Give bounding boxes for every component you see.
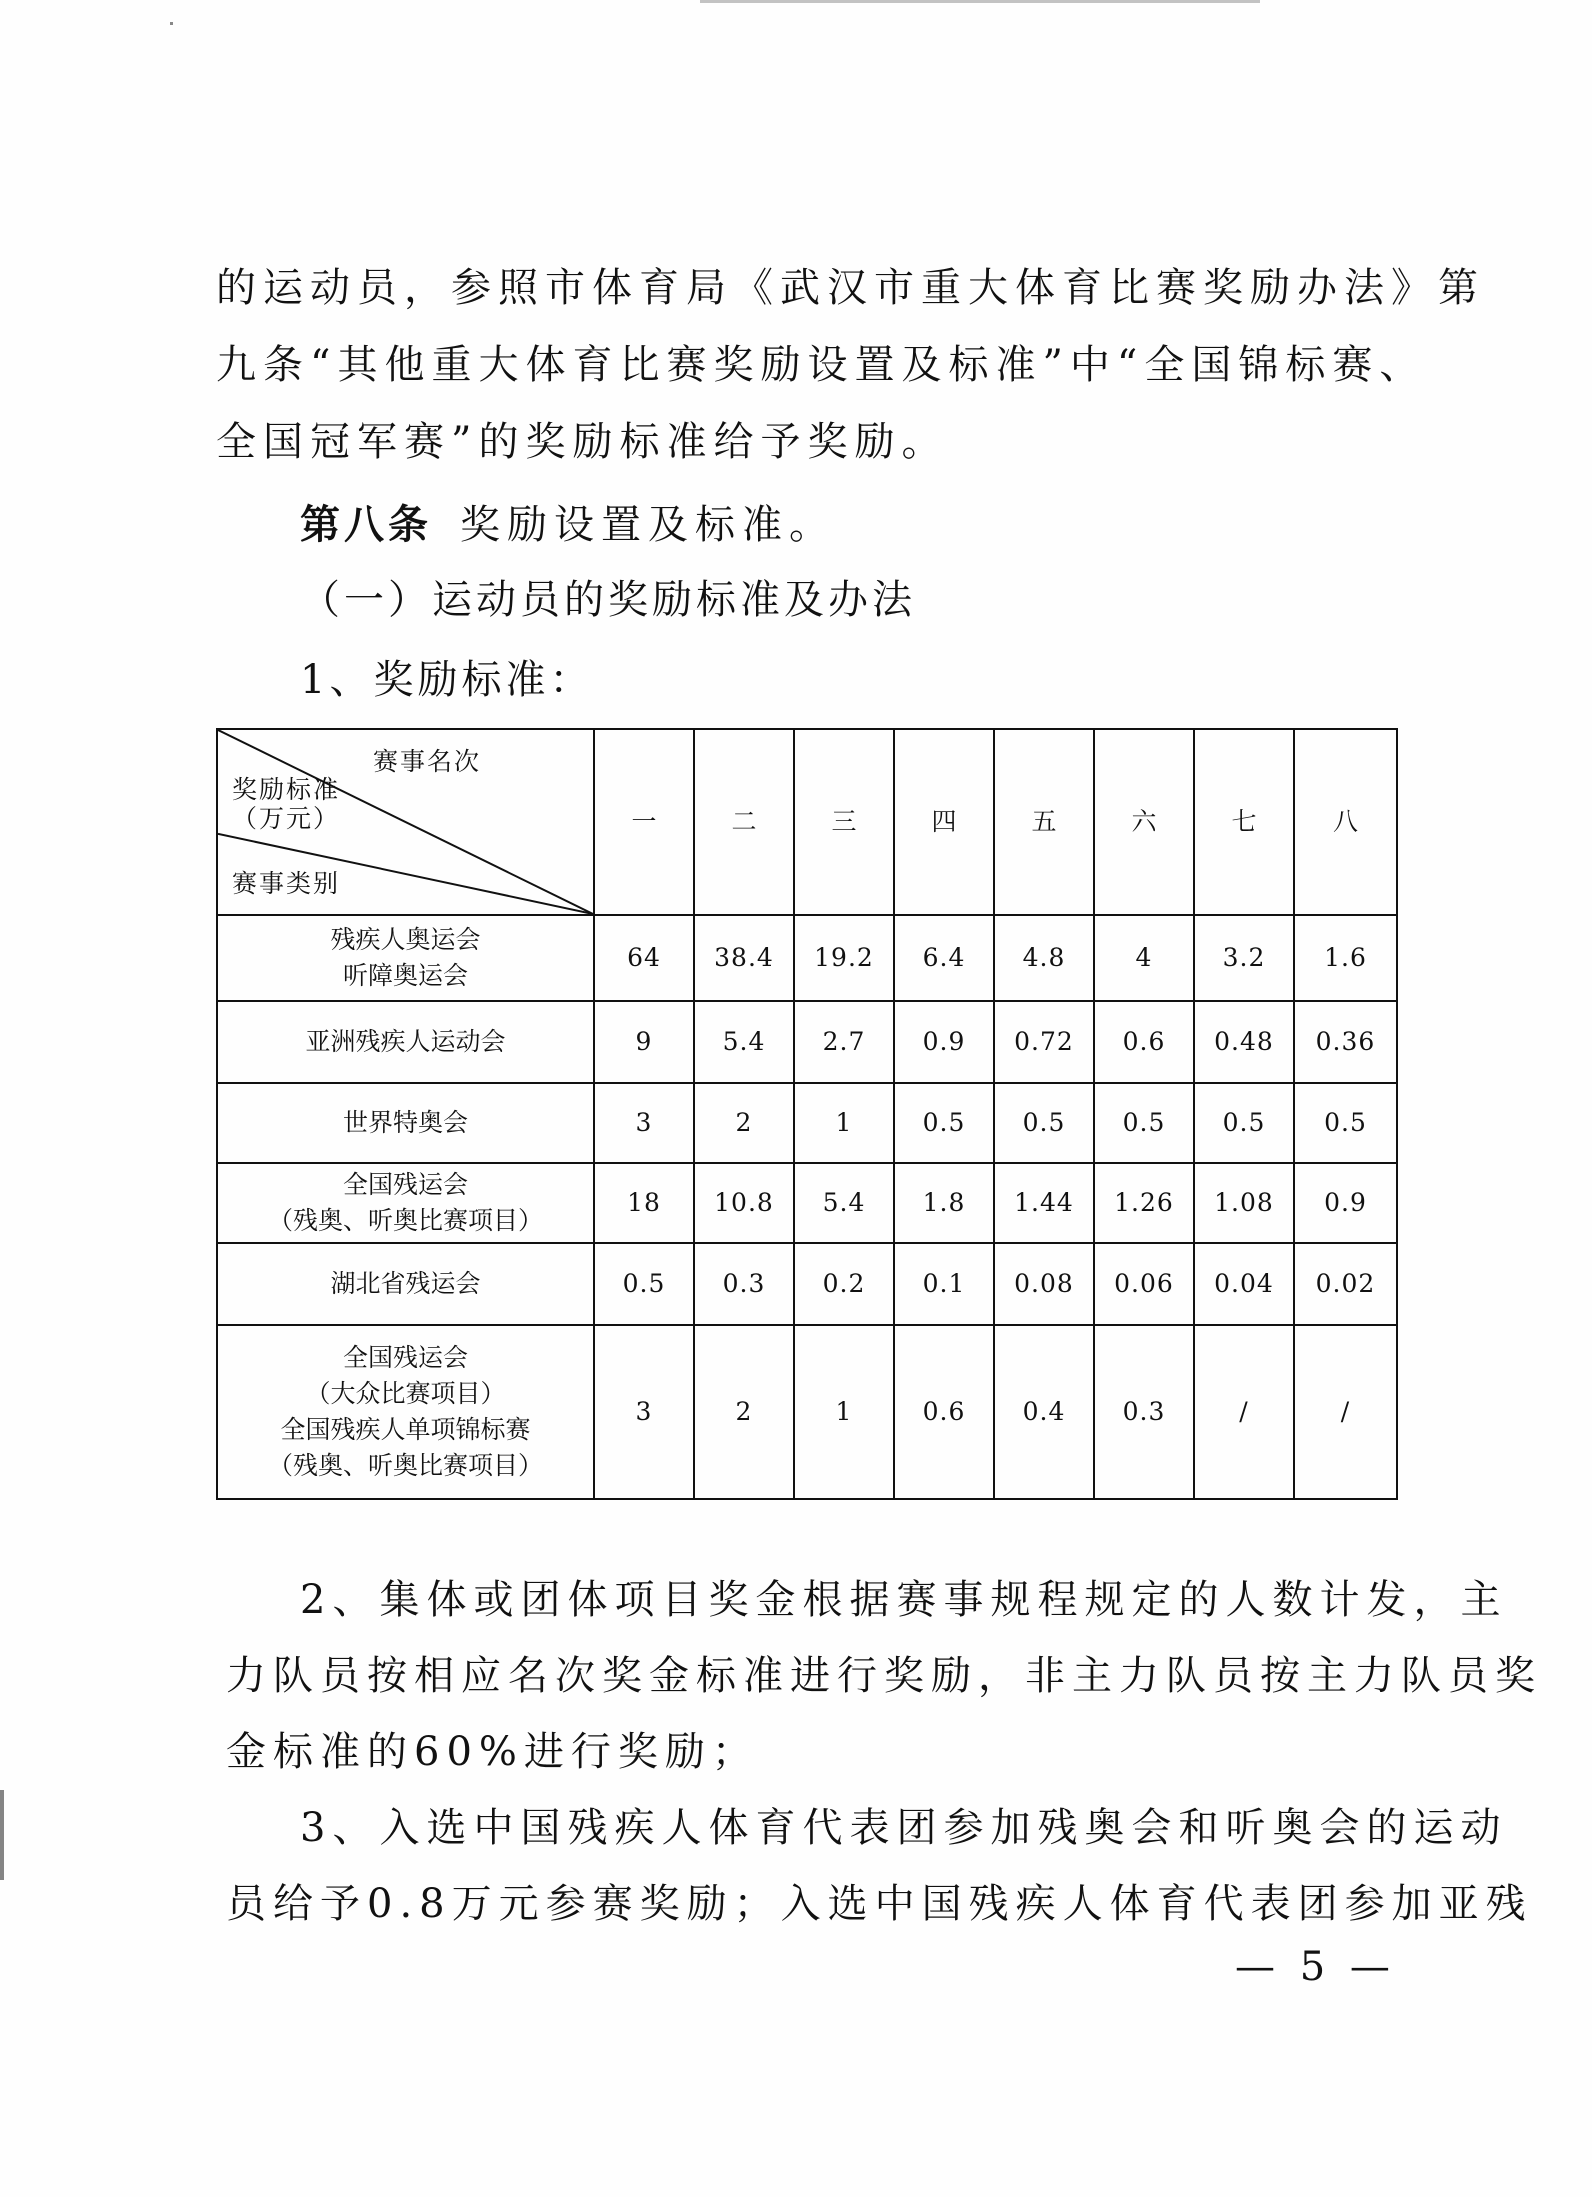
- rank-header: 八: [1294, 729, 1397, 915]
- paragraph-line: 力队员按相应名次奖金标准进行奖励，非主力队员按主力队员奖: [226, 1653, 1542, 1699]
- award-value-cell: 0.5: [994, 1083, 1094, 1163]
- category-line: 亚洲残疾人运动会: [305, 1026, 506, 1056]
- award-value-cell: 1: [794, 1083, 894, 1163]
- award-value-cell: 0.9: [1294, 1163, 1397, 1243]
- award-value-cell: /: [1294, 1325, 1397, 1499]
- rank-header: 六: [1094, 729, 1194, 915]
- award-value-cell: 0.3: [1094, 1325, 1194, 1499]
- category-line: （大众比赛项目）: [305, 1378, 506, 1408]
- category-line: 全国残运会: [342, 1342, 468, 1372]
- award-value-cell: 0.72: [994, 1001, 1094, 1083]
- scan-speck: [170, 22, 173, 25]
- rank-header: 三: [794, 729, 894, 915]
- award-value-cell: 1.44: [994, 1163, 1094, 1243]
- award-value-cell: 38.4: [694, 915, 794, 1001]
- category-cell: [217, 1325, 594, 1499]
- table-row: [217, 1163, 1397, 1243]
- award-value-cell: 0.2: [794, 1243, 894, 1325]
- corner-label-award: [232, 776, 340, 834]
- category-cell: [217, 1163, 594, 1243]
- category-line: 听障奥运会: [342, 961, 468, 990]
- award-value-cell: 1.8: [894, 1163, 994, 1243]
- award-value-cell: 3: [594, 1325, 694, 1499]
- category-line: 全国残运会: [342, 1169, 468, 1199]
- category-cell: [217, 1243, 594, 1325]
- corner-label-unit-line: （万元）: [232, 803, 341, 833]
- award-value-cell: 5.4: [694, 1001, 794, 1083]
- award-value-cell: 0.5: [1194, 1083, 1294, 1163]
- category-line: （残奥、听奥比赛项目）: [267, 1451, 543, 1481]
- award-value-cell: 0.06: [1094, 1243, 1194, 1325]
- award-value-cell: 64: [594, 915, 694, 1001]
- award-value-cell: 3.2: [1194, 915, 1294, 1001]
- category-line: 世界特奥会: [342, 1107, 468, 1137]
- award-value-cell: 0.5: [1094, 1083, 1194, 1163]
- corner-label-award-line: 奖励标准: [232, 775, 341, 804]
- award-value-cell: 0.5: [894, 1083, 994, 1163]
- award-value-cell: 0.04: [1194, 1243, 1294, 1325]
- paragraph-line: 员给予0.8万元参赛奖励；入选中国残疾人体育代表团参加亚残: [226, 1881, 1533, 1927]
- table-row: [217, 1083, 1397, 1163]
- paragraph-line: 3、入选中国残疾人体育代表团参加残奥会和听奥会的运动: [300, 1805, 1508, 1851]
- rank-header: 一: [594, 729, 694, 915]
- award-value-cell: 18: [594, 1163, 694, 1243]
- category-cell: [217, 1001, 594, 1083]
- table-row: [217, 1001, 1397, 1083]
- category-line: 全国残疾人单项锦标赛: [280, 1415, 531, 1444]
- award-value-cell: 2.7: [794, 1001, 894, 1083]
- award-standard-table: [216, 728, 1398, 1500]
- award-value-cell: 0.48: [1194, 1001, 1294, 1083]
- award-value-cell: 2: [694, 1325, 794, 1499]
- award-table-container: [216, 728, 1396, 1498]
- award-value-cell: 0.9: [894, 1001, 994, 1083]
- rank-header: 七: [1194, 729, 1294, 915]
- award-value-cell: 2: [694, 1083, 794, 1163]
- category-cell: [217, 1083, 594, 1163]
- corner-label-category: 赛事类别: [232, 869, 341, 898]
- article-heading: [300, 502, 836, 548]
- award-value-cell: 0.08: [994, 1243, 1094, 1325]
- award-value-cell: 0.02: [1294, 1243, 1397, 1325]
- award-value-cell: 1.08: [1194, 1163, 1294, 1243]
- category-line: （残奥、听奥比赛项目）: [267, 1206, 543, 1235]
- category-line: 湖北省残运会: [330, 1268, 481, 1298]
- award-value-cell: 3: [594, 1083, 694, 1163]
- corner-label-rank: 赛事名次: [373, 747, 482, 776]
- award-value-cell: 1: [794, 1325, 894, 1499]
- paragraph-line: 九条“其他重大体育比赛奖励设置及标准”中“全国锦标赛、: [216, 342, 1427, 388]
- award-value-cell: 0.6: [894, 1325, 994, 1499]
- rank-header: 二: [694, 729, 794, 915]
- section-heading: （一）运动员的奖励标准及办法: [300, 577, 916, 623]
- award-value-cell: 0.5: [1294, 1083, 1397, 1163]
- table-row: [217, 1243, 1397, 1325]
- article-number: 第八条: [300, 502, 432, 548]
- award-value-cell: 0.5: [594, 1243, 694, 1325]
- award-value-cell: 6.4: [894, 915, 994, 1001]
- table-row: [217, 1325, 1397, 1499]
- award-value-cell: 1.26: [1094, 1163, 1194, 1243]
- table-row: [217, 915, 1397, 1001]
- award-value-cell: 4.8: [994, 915, 1094, 1001]
- scan-edge-mark: [0, 1790, 4, 1880]
- item-heading: 1、奖励标准：: [300, 657, 594, 703]
- category-line: 残疾人奥运会: [330, 924, 481, 954]
- award-value-cell: 0.3: [694, 1243, 794, 1325]
- article-title: 奖励设置及标准。: [460, 502, 836, 548]
- table-header-row: [217, 729, 1397, 915]
- paragraph-line: 全国冠军赛”的奖励标准给予奖励。: [216, 419, 949, 465]
- award-value-cell: 5.4: [794, 1163, 894, 1243]
- award-value-cell: 4: [1094, 915, 1194, 1001]
- rank-header: 五: [994, 729, 1094, 915]
- rank-header: 四: [894, 729, 994, 915]
- award-value-cell: 0.1: [894, 1243, 994, 1325]
- award-value-cell: 1.6: [1294, 915, 1397, 1001]
- paragraph-line: 2、集体或团体项目奖金根据赛事规程规定的人数计发，主: [300, 1577, 1508, 1623]
- scan-edge-mark: [700, 0, 1260, 3]
- award-value-cell: 10.8: [694, 1163, 794, 1243]
- award-value-cell: 0.36: [1294, 1001, 1397, 1083]
- category-cell: [217, 915, 594, 1001]
- award-value-cell: 9: [594, 1001, 694, 1083]
- award-value-cell: /: [1194, 1325, 1294, 1499]
- page-number: — 5 —: [1235, 1944, 1396, 1990]
- paragraph-line: 的运动员，参照市体育局《武汉市重大体育比赛奖励办法》第: [216, 265, 1485, 311]
- award-value-cell: 0.6: [1094, 1001, 1194, 1083]
- award-value-cell: 0.4: [994, 1325, 1094, 1499]
- paragraph-line: 金标准的60%进行奖励；: [226, 1729, 759, 1775]
- table-corner-cell: [217, 729, 594, 915]
- award-value-cell: 19.2: [794, 915, 894, 1001]
